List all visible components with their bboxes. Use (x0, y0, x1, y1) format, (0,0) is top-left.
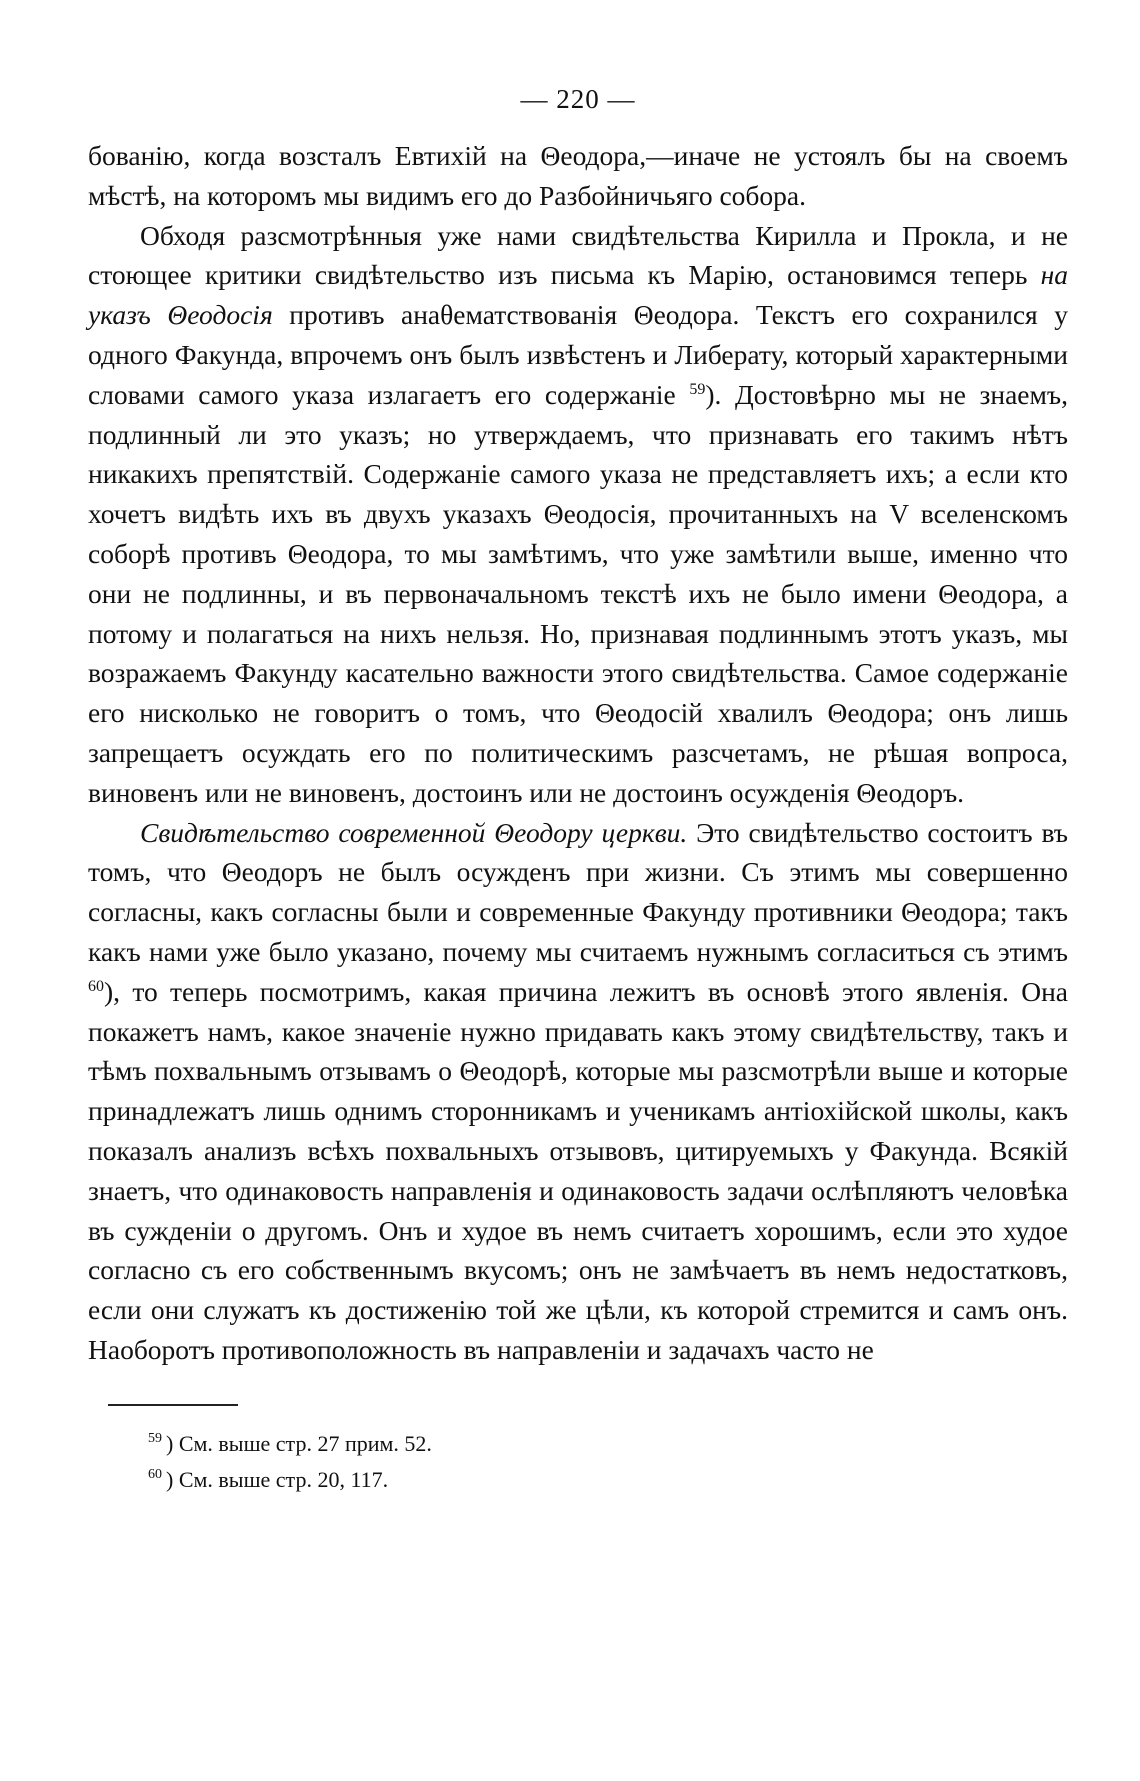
page-number: — 220 — (520, 84, 636, 114)
footnotes (148, 1426, 1068, 1498)
text-run: ). Достовѣрно мы не знаемъ, подлинный ли это указъ; но утверждаемъ, что признавать его такимъ нѣтъ никакихъ препятствій. Содержаніе самого указа не представляетъ ихъ; а если кто хочетъ видѣть ихъ въ двухъ указахъ Θеодосія, прочитанныхъ на V вселенскомъ соборѣ противъ Θеодора, то мы замѣтимъ, что уже замѣтили выше, именно что они не подлинны, и въ первоначальномъ текстѣ ихъ не было имени Θеодора, а потому и полагаться на нихъ нельзя. Но, признавая подлиннымъ этотъ указъ, мы возражаемъ Факунду касательно важности этого свидѣтельства. Самое содержаніе его нисколько не говоритъ о томъ, что Θеодосій хвалилъ Θеодора; онъ лишь запрещаетъ осуждать его по политическимъ разсчетамъ, не рѣшая вопроса, виновенъ или не виновенъ, достоинъ или не достоинъ осужденія Θеодоръ. (88, 378, 1068, 808)
paragraph (88, 813, 1068, 1370)
footnote-text: ) См. выше стр. 20, 117. (166, 1466, 389, 1492)
text-run: ), то теперь посмотримъ, какая причина лежитъ въ основѣ этого явленія. Она покажетъ намъ, какое значеніе нужно придавать какъ этому свидѣтельству, такъ и тѣмъ похвальнымъ отзывамъ о Θеодорѣ, которые мы разсмотрѣли выше и которые принадлежатъ лишь однимъ сторонникамъ и ученикамъ антіохійской школы, какъ показалъ анализъ всѣхъ похвальныхъ отзывовъ, цитируемыхъ у Факунда. Всякій знаетъ, что одинаковость направленія и одинаковость задачи ослѣпляютъ человѣка въ сужденіи о другомъ. Онъ и худое въ немъ считаетъ хорошимъ, если это худое согласно съ его собственнымъ вкусомъ; онъ не замѣчаетъ въ немъ недостатковъ, если они служатъ къ достиженію той же цѣли, къ которой стремится и самъ онъ. Наоборотъ противоположность въ направленіи и задачахъ часто не (88, 975, 1068, 1365)
text-run: противъ анаθематствованія Θеодора. Текстъ его сохранился у одного Факунда, впрочемъ онъ былъ извѣстенъ и Либерату, который характерными словами самого указа излагаетъ его содержаніе (88, 299, 1068, 410)
italic-phrase: на указъ Θеодосія (88, 259, 1068, 331)
footnote-reference: 59 (689, 380, 706, 398)
footnote-reference: 60 (88, 977, 104, 995)
body-text (88, 136, 1068, 1370)
text-run: Это свидѣтельство состоитъ въ томъ, что Θеодоръ не былъ осужденъ при жизни. Съ этимъ мы совершенно согласны, какъ согласны были и современные Факунду противники Θеодора; такъ какъ нами уже было указано, почему мы считаемъ нужнымъ согласиться съ этимъ (88, 816, 1068, 967)
paragraph (88, 216, 1068, 813)
footnote-text: ) См. выше стр. 27 прим. 52. (166, 1430, 432, 1456)
document-page (88, 80, 1068, 1498)
footnote-divider (108, 1404, 238, 1406)
footnote-number: 59 (148, 1431, 162, 1447)
footnote-number: 60 (148, 1467, 162, 1483)
text-run: бованію, когда возсталъ Евтихій на Θеодора,—иначе не устоялъ бы на своемъ мѣстѣ, на которомъ мы видимъ его до Разбойничьяго собора. (88, 140, 1068, 211)
footnote (148, 1426, 1068, 1462)
text-run: Обходя разсмотрѣнныя уже нами свидѣтельства Кирилла и Прокла, и не стоющее критики свидѣтельство изъ письма къ Марію, остановимся теперь (88, 219, 1068, 291)
paragraph (88, 136, 1068, 216)
footnote (148, 1462, 1068, 1498)
italic-phrase: Свидѣтельство современной Θеодору церкви. (140, 816, 688, 848)
